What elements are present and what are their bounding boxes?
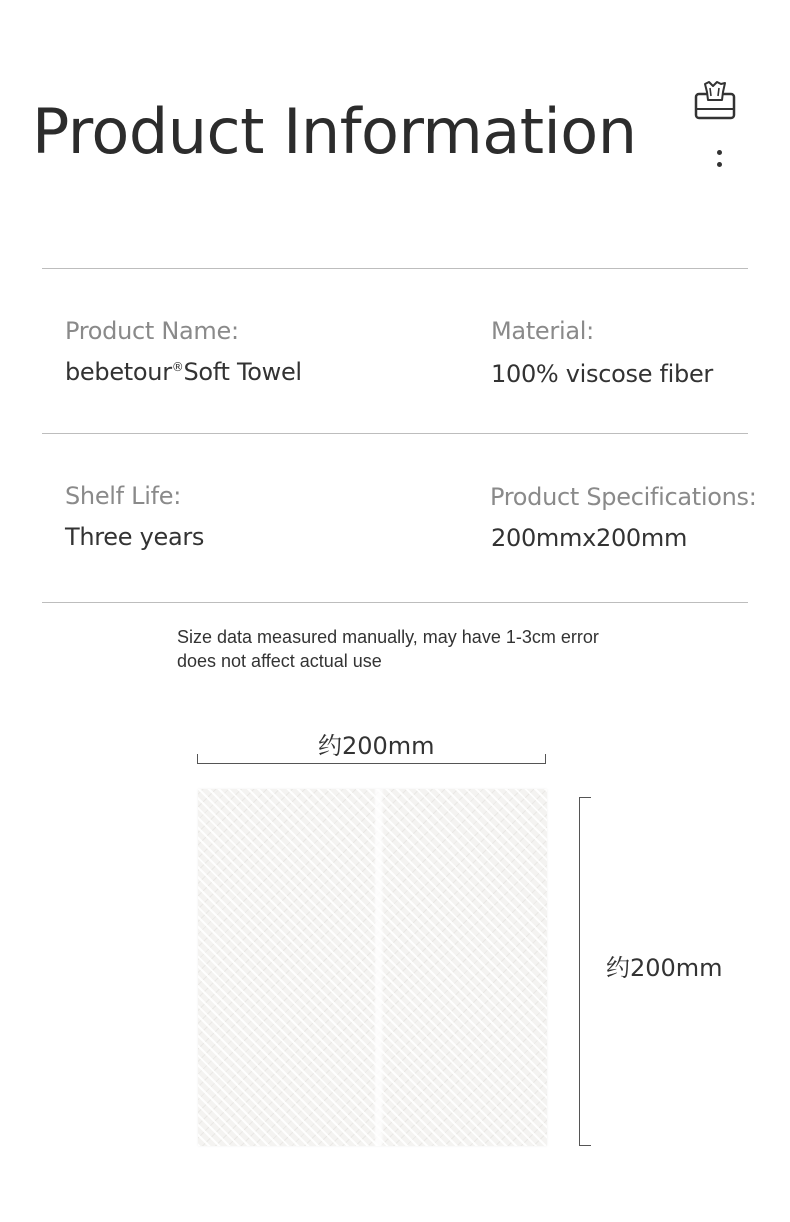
registered-mark: ® [171, 360, 184, 374]
spec-label-specifications: Product Specifications: [490, 483, 757, 511]
note-line-2: does not affect actual use [177, 651, 382, 671]
measurement-note [177, 625, 599, 673]
spec-label-shelf-life: Shelf Life: [65, 482, 181, 510]
divider [42, 602, 748, 603]
product-type: Soft Towel [183, 358, 302, 386]
divider [42, 433, 748, 434]
page-title: Product Information [32, 95, 637, 168]
tissue-box-icon [692, 78, 738, 124]
towel-image [198, 789, 547, 1146]
more-vertical-icon[interactable] [716, 150, 724, 172]
note-line-1: Size data measured manually, may have 1-3cm error [177, 627, 599, 647]
spec-value-product-name [65, 358, 302, 386]
height-dimension-bracket [579, 797, 591, 1146]
spec-value-specifications: 200mmx200mm [491, 524, 688, 552]
height-dimension-label: 约200mm [606, 954, 723, 982]
width-dimension-bracket [197, 754, 546, 764]
width-dimension-label: 约200mm [318, 732, 435, 760]
divider [42, 268, 748, 269]
spec-label-product-name: Product Name: [65, 317, 239, 345]
spec-value-material: 100% viscose fiber [491, 360, 713, 388]
brand-name: bebetour [65, 358, 172, 386]
spec-label-material: Material: [491, 317, 594, 345]
spec-value-shelf-life: Three years [65, 523, 205, 551]
